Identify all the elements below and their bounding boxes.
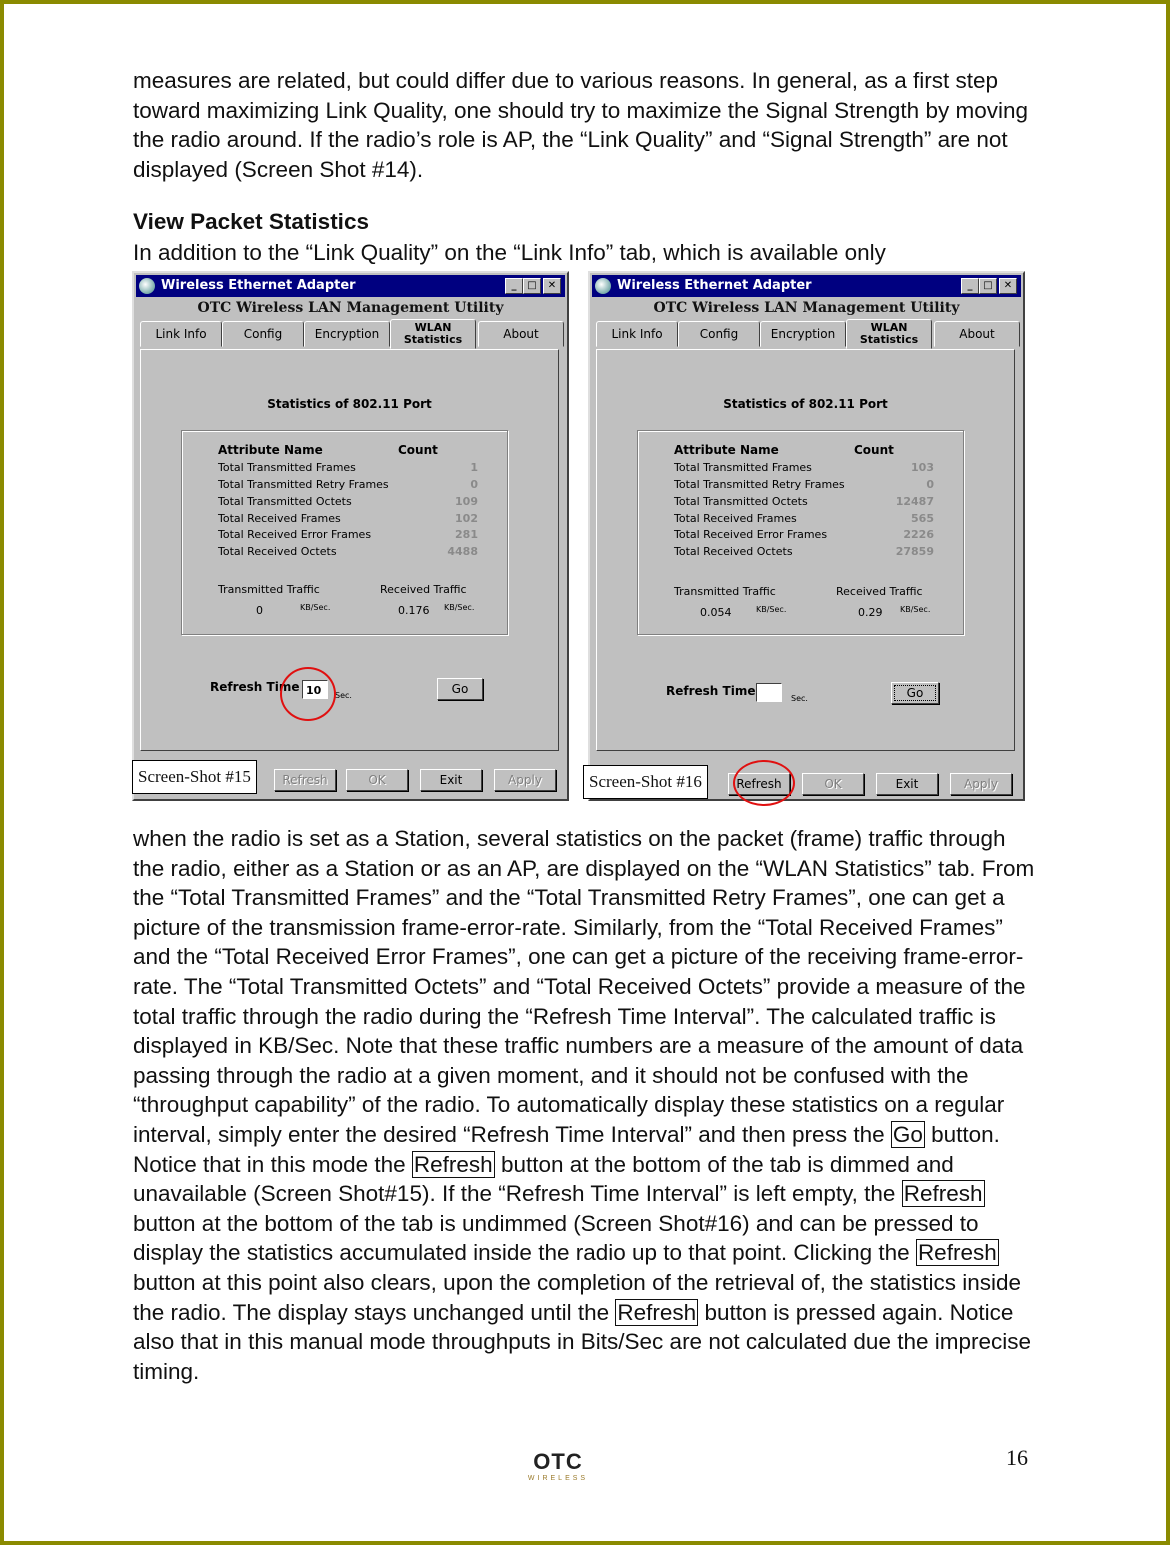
maximize-icon[interactable]: □ <box>523 278 541 294</box>
logo-sub: WIRELESS <box>527 1475 589 1482</box>
stat-row <box>674 461 934 474</box>
rx-unit: KB/Sec. <box>900 605 931 614</box>
inline-refresh-label: Refresh <box>903 1181 983 1207</box>
close-icon[interactable]: ✕ <box>543 278 561 294</box>
apply-button[interactable]: Apply <box>494 769 556 791</box>
attr-count: 0 <box>926 478 934 491</box>
inline-refresh-label: Refresh <box>617 1299 697 1325</box>
tx-label: Transmitted Traffic <box>674 585 776 598</box>
tab-encryption[interactable]: Encryption <box>760 321 846 347</box>
attr-count: 0 <box>470 478 478 491</box>
attr-name: Total Received Octets <box>218 545 337 558</box>
inline-refresh-label: Refresh <box>413 1151 493 1177</box>
rx-label: Received Traffic <box>380 583 467 596</box>
page-number: 16 <box>1006 1445 1028 1470</box>
tx-value: 0 <box>256 604 263 617</box>
exit-button[interactable]: Exit <box>420 769 482 791</box>
window-title: Wireless Ethernet Adapter <box>617 278 812 293</box>
tab-about[interactable]: About <box>934 321 1020 347</box>
tab-strip <box>140 319 561 349</box>
text-segment: button at the bottom of the tab is dimmed and unavailable (Screen Shot#15). If the “Refresh Time Interval” is left empty, the <box>133 1151 954 1207</box>
stat-row <box>674 495 934 508</box>
stat-row <box>674 478 934 491</box>
stat-row <box>218 512 478 525</box>
stats-group <box>181 430 508 635</box>
tx-unit: KB/Sec. <box>300 603 331 612</box>
attr-count: 4488 <box>447 545 478 558</box>
window-title: Wireless Ethernet Adapter <box>161 278 356 293</box>
attr-name: Total Received Error Frames <box>218 528 372 541</box>
caption-screenshot-15: Screen-Shot #15 <box>132 760 257 794</box>
attr-name: Total Received Octets <box>674 545 793 558</box>
attr-count: 565 <box>911 512 934 525</box>
attr-name: Total Received Frames <box>218 512 341 525</box>
otc-logo <box>512 1450 604 1490</box>
inline-refresh-label: Refresh <box>917 1240 997 1266</box>
attr-count: 1 <box>470 461 478 474</box>
rx-value: 0.29 <box>858 606 883 619</box>
tab-encryption[interactable]: Encryption <box>304 321 390 347</box>
app-icon <box>595 278 611 294</box>
dialog-screenshot-16 <box>588 271 1025 801</box>
inline-go-label: Go <box>892 1121 923 1147</box>
tab-strip <box>596 319 1017 349</box>
refresh-time-label: Refresh Time <box>666 684 756 698</box>
stat-row <box>218 528 478 541</box>
logo-main: OTC <box>533 1449 583 1474</box>
caption-screenshot-16: Screen-Shot #16 <box>583 765 708 799</box>
titlebar <box>136 275 565 297</box>
refresh-button[interactable]: Refresh <box>274 769 336 791</box>
ok-button[interactable]: OK <box>346 769 408 791</box>
text-segment: button at the bottom of the tab is undimmed (Screen Shot#16) and can be pressed to display the statistics accumulated inside the radio up to that point. Clicking the <box>133 1210 979 1266</box>
titlebar <box>592 275 1021 297</box>
highlight-circle <box>280 667 336 721</box>
attr-count: 103 <box>911 461 934 474</box>
rx-label: Received Traffic <box>836 585 923 598</box>
sec-unit: Sec. <box>791 694 808 703</box>
app-title: OTC Wireless LAN Management Utility <box>653 300 960 316</box>
text-segment: button. Notice that in this mode the <box>133 1121 1000 1177</box>
tab-panel <box>596 349 1015 751</box>
paragraph-body <box>133 824 1038 1386</box>
col-attribute: Attribute Name <box>218 443 323 457</box>
stats-title: Statistics of 802.11 Port <box>267 397 432 411</box>
attr-name: Total Transmitted Octets <box>218 495 352 508</box>
attr-name: Total Received Error Frames <box>674 528 828 541</box>
tab-link-info[interactable]: Link Info <box>140 321 222 347</box>
refresh-time-label: Refresh Time <box>210 680 300 694</box>
attr-count: 27859 <box>895 545 934 558</box>
tab-link-info[interactable]: Link Info <box>596 321 678 347</box>
stat-row <box>674 528 934 541</box>
paragraph-intro: measures are related, but could differ due to various reasons. In general, as a first step toward maximizing Link Quality, one should try to maximize the Signal Strength by moving the radio around. If the radio’s role is AP, the “Link Quality” and “Signal Strength” are not displayed (Screen Shot #14). <box>133 68 1028 182</box>
apply-button[interactable]: Apply <box>950 773 1012 795</box>
stat-row <box>674 512 934 525</box>
close-icon[interactable]: ✕ <box>999 278 1017 294</box>
tx-unit: KB/Sec. <box>756 605 787 614</box>
text-segment: when the radio is set as a Station, several statistics on the packet (frame) traffic through the radio, either as a Station or as an AP, are displayed on the “WLAN Statistics” tab. From the “Total Transmitted Frames” and the “Total Transmitted Retry Frames”, one can get a picture of the transmission frame-error-rate. Similarly, from the “Total Received Frames” and the “Total Received Error Frames”, one can get a picture of the receiving frame-error-rate. The “Total Transmitted Octets” and “Total Received Octets” provide a measure of the total traffic through the radio during the “Refresh Time Interval”. The calculated traffic is displayed in KB/Sec. Note that these traffic numbers are a measure of the amount of data passing through the radio at a given moment, and it should not be confused with the “throughput capability” of the radio. To automatically display these statistics on a regular interval, simply enter the desired “Refresh Time Interval” and then press the <box>133 826 1035 1147</box>
tx-label: Transmitted Traffic <box>218 583 320 596</box>
exit-button[interactable]: Exit <box>876 773 938 795</box>
attr-name: Total Transmitted Octets <box>674 495 808 508</box>
text-segment: button at this point also clears, upon the completion of the retrieval of, the statistics inside the radio. The display stays unchanged until the <box>133 1269 1021 1325</box>
refresh-time-input[interactable]: 10 <box>302 680 328 699</box>
attr-name: Total Transmitted Frames <box>674 461 812 474</box>
rx-value: 0.176 <box>398 604 430 617</box>
section-heading: View Packet Statistics <box>133 209 369 234</box>
paragraph-lead: In addition to the “Link Quality” on the “Link Info” tab, which is available only <box>133 240 886 265</box>
sec-unit: Sec. <box>335 691 352 700</box>
attr-count: 102 <box>455 512 478 525</box>
tab-about[interactable]: About <box>478 321 564 347</box>
minimize-icon[interactable]: _ <box>505 278 523 294</box>
col-attribute: Attribute Name <box>674 443 779 457</box>
attr-name: Total Transmitted Retry Frames <box>674 478 845 491</box>
go-button[interactable]: Go <box>437 678 483 700</box>
app-icon <box>139 278 155 294</box>
tab-panel <box>140 349 559 751</box>
attr-name: Total Received Frames <box>674 512 797 525</box>
dialog-screenshot-15 <box>132 271 569 801</box>
attr-count: 2226 <box>903 528 934 541</box>
tab-wlan-statistics[interactable]: WLAN Statistics <box>390 319 476 349</box>
go-button[interactable]: Go <box>891 682 939 704</box>
refresh-time-input[interactable] <box>756 683 782 702</box>
stat-row <box>218 478 478 491</box>
tx-value: 0.054 <box>700 606 732 619</box>
attr-count: 281 <box>455 528 478 541</box>
attr-name: Total Transmitted Frames <box>218 461 356 474</box>
maximize-icon[interactable]: □ <box>979 278 997 294</box>
ok-button[interactable]: OK <box>802 773 864 795</box>
tab-config[interactable]: Config <box>678 321 760 347</box>
stat-row <box>218 461 478 474</box>
app-title: OTC Wireless LAN Management Utility <box>197 300 504 316</box>
col-count: Count <box>398 443 438 457</box>
attr-count: 12487 <box>895 495 934 508</box>
tab-wlan-statistics[interactable]: WLAN Statistics <box>846 319 932 349</box>
col-count: Count <box>854 443 894 457</box>
stat-row <box>218 495 478 508</box>
rx-unit: KB/Sec. <box>444 603 475 612</box>
stats-group <box>637 430 964 635</box>
minimize-icon[interactable]: _ <box>961 278 979 294</box>
attr-count: 109 <box>455 495 478 508</box>
refresh-button[interactable]: Refresh <box>728 773 790 795</box>
attr-name: Total Transmitted Retry Frames <box>218 478 389 491</box>
highlight-circle <box>733 760 795 806</box>
stat-row <box>674 545 934 558</box>
stats-title: Statistics of 802.11 Port <box>723 397 888 411</box>
stat-row <box>218 545 478 558</box>
tab-config[interactable]: Config <box>222 321 304 347</box>
text-segment: button is pressed again. Notice also that in this manual mode throughputs in Bits/Sec are not calculated due the imprecise timing. <box>133 1299 1032 1384</box>
